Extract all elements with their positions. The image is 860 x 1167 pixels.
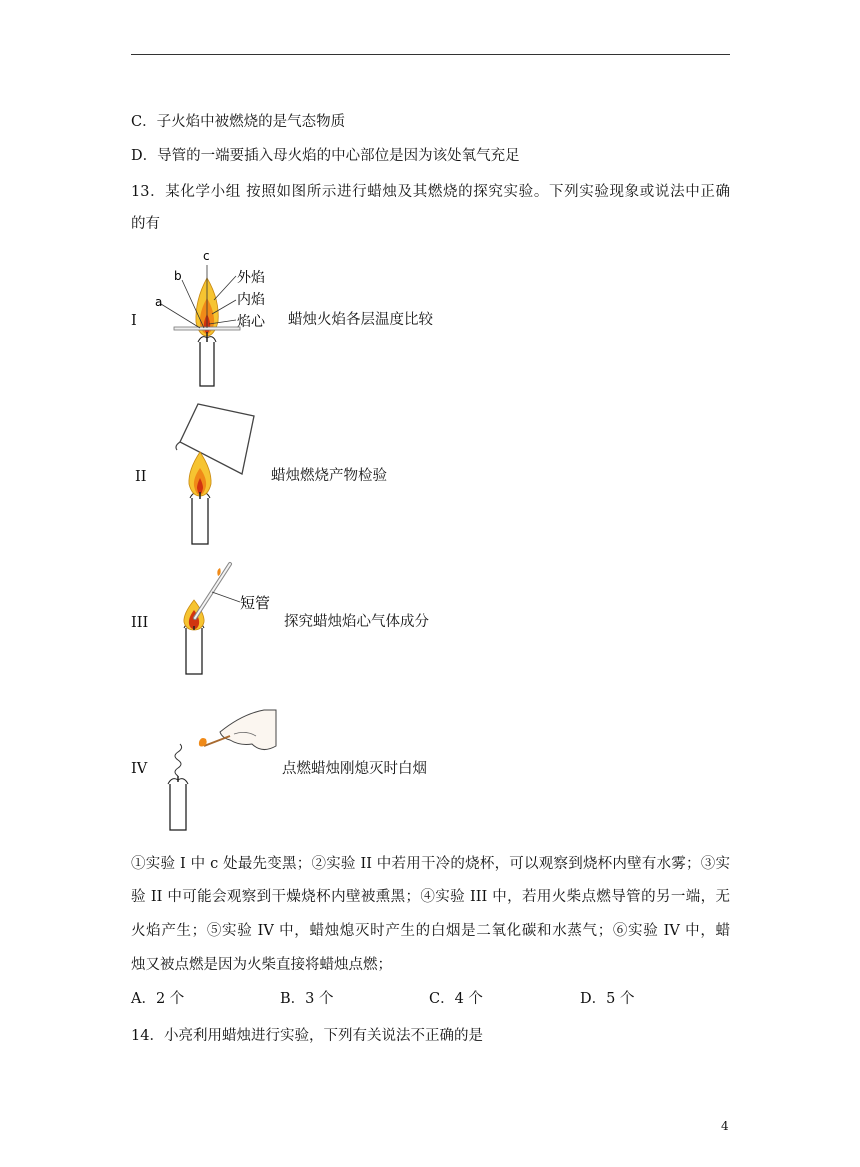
- statements-line-3: 火焰产生；⑤实验 IV 中，蜡烛熄灭时产生的白烟是二氧化碳和水蒸气；⑥实验 IV 中，蜡: [131, 923, 730, 939]
- short-tube-figure: [178, 558, 286, 678]
- statements-line-2: 验 II 中可能会观察到干燥烧杯内壁被熏黑；④实验 III 中，若用火柴点燃导管的另一端，无: [131, 889, 730, 905]
- header-rule: [131, 54, 730, 55]
- answer-options: [131, 989, 730, 1009]
- option-c: C．4 个: [429, 991, 483, 1007]
- experiment-1-caption: 蜡烛火焰各层温度比较: [288, 312, 433, 328]
- relight-candle-figure: [164, 706, 280, 834]
- label-outer-flame: 外焰: [237, 270, 265, 286]
- experiment-2-caption: 蜡烛燃烧产物检验: [271, 468, 387, 484]
- experiment-4-numeral: IV: [131, 761, 148, 777]
- experiment-3-numeral: III: [131, 615, 149, 631]
- option-c-text: C．子火焰中被燃烧的是气态物质: [131, 114, 346, 130]
- question-14-stem: 14．小亮利用蜡烛进行实验，下列有关说法不正确的是: [131, 1028, 483, 1044]
- question-13-stem-cont: 的有: [131, 216, 160, 232]
- statements-line-1: ①实验 I 中 c 处最先变黑；②实验 II 中若用干冷的烧杯，可以观察到烧杯内壁有水雾；③实: [131, 856, 730, 872]
- label-flame-core: 焰心: [237, 314, 265, 330]
- beaker-over-candle-figure: [172, 400, 268, 548]
- label-inner-flame: 内焰: [237, 292, 265, 308]
- question-13-stem: 13．某化学小组 按照如图所示进行蜡烛及其燃烧的探究实验。下列实验现象或说法中正确: [131, 184, 730, 200]
- label-a: a: [155, 295, 163, 309]
- label-c: c: [203, 249, 210, 263]
- option-b: B．3 个: [280, 991, 334, 1007]
- experiment-1-numeral: I: [131, 313, 137, 329]
- label-short-tube: 短管: [240, 594, 271, 612]
- flame-layers-figure: [148, 248, 280, 390]
- experiment-4-caption: 点燃蜡烛刚熄灭时白烟: [282, 761, 427, 777]
- option-a: A．2 个: [131, 991, 185, 1007]
- option-d: D．5 个: [580, 991, 635, 1007]
- experiment-3-caption: 探究蜡烛焰心气体成分: [284, 614, 429, 630]
- option-d-text: D．导管的一端要插入母火焰的中心部位是因为该处氧气充足: [131, 148, 520, 164]
- label-b: b: [174, 269, 182, 283]
- page-number: 4: [721, 1119, 729, 1133]
- experiment-2-numeral: II: [135, 469, 147, 485]
- statements-line-4: 烛又被点燃是因为火柴直接将蜡烛点燃；: [131, 957, 392, 973]
